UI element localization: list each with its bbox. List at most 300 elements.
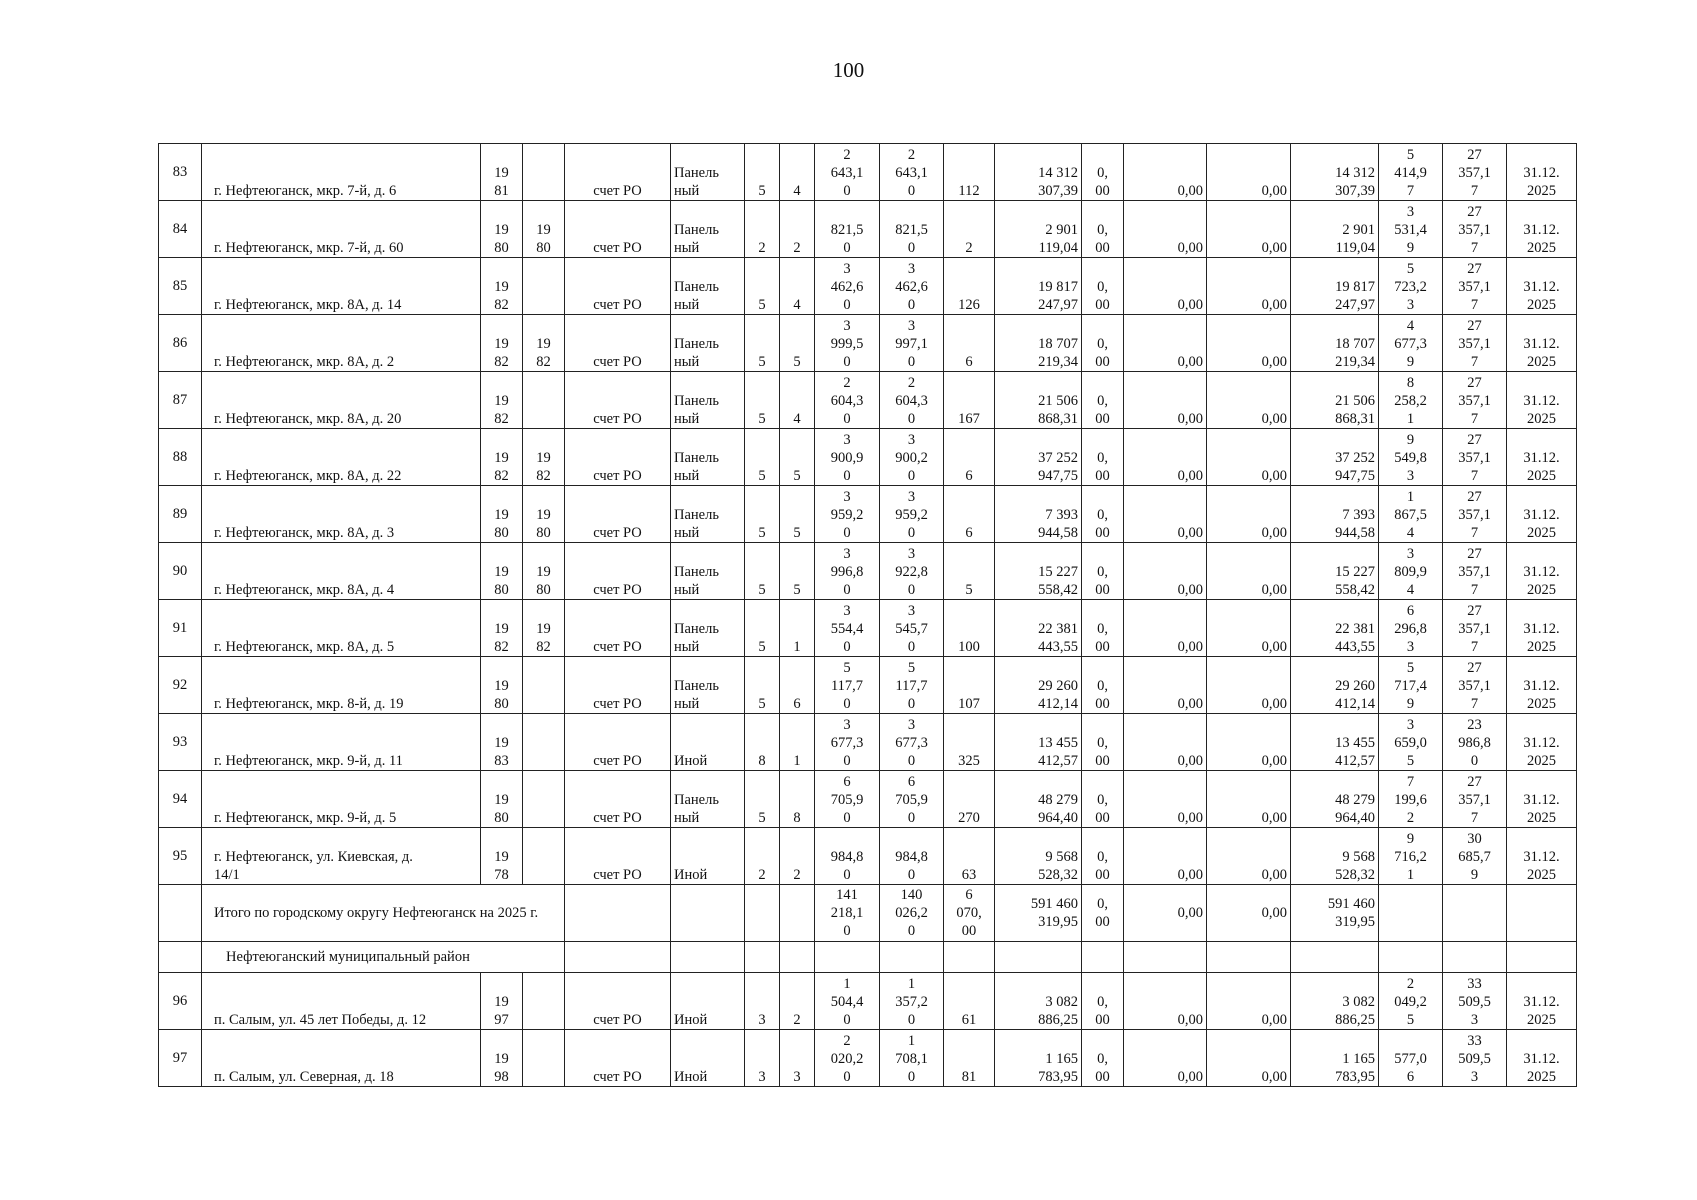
row-number-cell: 84 bbox=[159, 201, 202, 258]
wall-material-cell: Панель ный bbox=[671, 543, 745, 600]
wall-material-cell: Панель ный bbox=[671, 315, 745, 372]
residents-cell: 6 bbox=[944, 486, 995, 543]
row-number-cell: 89 bbox=[159, 486, 202, 543]
fund-1-cell: 0, 00 bbox=[1082, 258, 1124, 315]
residents-cell: 270 bbox=[944, 771, 995, 828]
unit-cost-cell: 3 531,4 9 bbox=[1379, 201, 1443, 258]
table-row bbox=[159, 828, 1577, 885]
wall-material-cell: Иной bbox=[671, 714, 745, 771]
unit-cost-limit-cell: 23 986,8 0 bbox=[1443, 714, 1507, 771]
fund-type-cell: счет РО bbox=[565, 144, 671, 201]
area-total-cell: 2 643,1 0 bbox=[815, 144, 880, 201]
floors-cell: 5 bbox=[745, 315, 780, 372]
address-cell: г. Нефтеюганск, мкр. 9-й, д. 5 bbox=[202, 771, 481, 828]
unit-cost-limit-cell: 33 509,5 3 bbox=[1443, 1030, 1507, 1087]
entrances-cell: 2 bbox=[780, 828, 815, 885]
unit-cost-limit-cell: 27 357,1 7 bbox=[1443, 429, 1507, 486]
section-num-cell bbox=[159, 942, 202, 973]
unit-cost-cell: 4 677,3 9 bbox=[1379, 315, 1443, 372]
cost-total-cell: 7 393 944,58 bbox=[995, 486, 1082, 543]
unit-cost-cell: 1 867,5 4 bbox=[1379, 486, 1443, 543]
table-row bbox=[159, 144, 1577, 201]
entrances-cell: 4 bbox=[780, 144, 815, 201]
fund-4-cell: 2 901 119,04 bbox=[1291, 201, 1379, 258]
year-commissioned-cell bbox=[523, 973, 565, 1030]
address-cell: г. Нефтеюганск, мкр. 8А, д. 22 bbox=[202, 429, 481, 486]
cost-total-cell: 21 506 868,31 bbox=[995, 372, 1082, 429]
fund-type-cell: счет РО bbox=[565, 600, 671, 657]
residents-cell: 100 bbox=[944, 600, 995, 657]
fund-1-cell: 0, 00 bbox=[1082, 600, 1124, 657]
fund-1-cell: 0, 00 bbox=[1082, 973, 1124, 1030]
floors-cell: 5 bbox=[745, 372, 780, 429]
area-living-cell: 3 900,2 0 bbox=[880, 429, 944, 486]
fund-type-cell: счет РО bbox=[565, 828, 671, 885]
section-cell bbox=[944, 942, 995, 973]
entrances-cell: 6 bbox=[780, 657, 815, 714]
wall-material-cell: Панель ный bbox=[671, 201, 745, 258]
section-cell bbox=[880, 942, 944, 973]
year-built-cell: 19 82 bbox=[481, 258, 523, 315]
row-number-cell: 86 bbox=[159, 315, 202, 372]
wall-material-cell: Панель ный bbox=[671, 486, 745, 543]
fund-4-cell: 48 279 964,40 bbox=[1291, 771, 1379, 828]
year-built-cell: 19 83 bbox=[481, 714, 523, 771]
total-cost: 591 460 319,95 bbox=[995, 885, 1082, 942]
fund-1-cell: 0, 00 bbox=[1082, 429, 1124, 486]
fund-3-cell: 0,00 bbox=[1207, 201, 1291, 258]
unit-cost-limit-cell: 27 357,1 7 bbox=[1443, 600, 1507, 657]
area-total-cell: 821,5 0 bbox=[815, 201, 880, 258]
address-cell: г. Нефтеюганск, мкр. 8А, д. 4 bbox=[202, 543, 481, 600]
residents-cell: 167 bbox=[944, 372, 995, 429]
fund-2-cell: 0,00 bbox=[1124, 657, 1207, 714]
total-cell bbox=[745, 885, 780, 942]
entrances-cell: 4 bbox=[780, 258, 815, 315]
area-living-cell: 1 357,2 0 bbox=[880, 973, 944, 1030]
residents-cell: 6 bbox=[944, 429, 995, 486]
year-commissioned-cell bbox=[523, 771, 565, 828]
row-number-cell: 83 bbox=[159, 144, 202, 201]
table-row bbox=[159, 315, 1577, 372]
table-row bbox=[159, 543, 1577, 600]
fund-3-cell: 0,00 bbox=[1207, 315, 1291, 372]
year-commissioned-cell bbox=[523, 828, 565, 885]
wall-material-cell: Панель ный bbox=[671, 372, 745, 429]
section-cell bbox=[565, 942, 671, 973]
planned-date-cell: 31.12. 2025 bbox=[1507, 429, 1577, 486]
row-number-cell: 92 bbox=[159, 657, 202, 714]
planned-date-cell: 31.12. 2025 bbox=[1507, 372, 1577, 429]
area-total-cell: 2 020,2 0 bbox=[815, 1030, 880, 1087]
total-cell bbox=[1379, 885, 1443, 942]
planned-date-cell: 31.12. 2025 bbox=[1507, 543, 1577, 600]
fund-2-cell: 0,00 bbox=[1124, 973, 1207, 1030]
row-number-cell: 85 bbox=[159, 258, 202, 315]
year-built-cell: 19 80 bbox=[481, 771, 523, 828]
floors-cell: 5 bbox=[745, 144, 780, 201]
cost-total-cell: 2 901 119,04 bbox=[995, 201, 1082, 258]
total-fund-3: 0,00 bbox=[1207, 885, 1291, 942]
residents-cell: 2 bbox=[944, 201, 995, 258]
wall-material-cell: Иной bbox=[671, 973, 745, 1030]
wall-material-cell: Панель ный bbox=[671, 258, 745, 315]
address-cell: г. Нефтеюганск, ул. Киевская, д. 14/1 bbox=[202, 828, 481, 885]
fund-1-cell: 0, 00 bbox=[1082, 144, 1124, 201]
fund-4-cell: 19 817 247,97 bbox=[1291, 258, 1379, 315]
cost-total-cell: 48 279 964,40 bbox=[995, 771, 1082, 828]
area-total-cell: 3 996,8 0 bbox=[815, 543, 880, 600]
fund-4-cell: 1 165 783,95 bbox=[1291, 1030, 1379, 1087]
unit-cost-limit-cell: 27 357,1 7 bbox=[1443, 144, 1507, 201]
fund-4-cell: 21 506 868,31 bbox=[1291, 372, 1379, 429]
entrances-cell: 5 bbox=[780, 429, 815, 486]
table-row bbox=[159, 771, 1577, 828]
fund-2-cell: 0,00 bbox=[1124, 543, 1207, 600]
residents-cell: 61 bbox=[944, 973, 995, 1030]
wall-material-cell: Панель ный bbox=[671, 771, 745, 828]
table-row bbox=[159, 372, 1577, 429]
fund-2-cell: 0,00 bbox=[1124, 315, 1207, 372]
table-row bbox=[159, 1030, 1577, 1087]
section-cell bbox=[1207, 942, 1291, 973]
residents-cell: 6 bbox=[944, 315, 995, 372]
year-built-cell: 19 81 bbox=[481, 144, 523, 201]
entrances-cell: 5 bbox=[780, 543, 815, 600]
year-commissioned-cell: 19 80 bbox=[523, 201, 565, 258]
area-living-cell: 2 643,1 0 bbox=[880, 144, 944, 201]
fund-2-cell: 0,00 bbox=[1124, 1030, 1207, 1087]
address-cell: г. Нефтеюганск, мкр. 8А, д. 20 bbox=[202, 372, 481, 429]
area-living-cell: 3 997,1 0 bbox=[880, 315, 944, 372]
area-total-cell: 3 462,6 0 bbox=[815, 258, 880, 315]
fund-3-cell: 0,00 bbox=[1207, 771, 1291, 828]
entrances-cell: 3 bbox=[780, 1030, 815, 1087]
area-living-cell: 3 922,8 0 bbox=[880, 543, 944, 600]
address-cell: г. Нефтеюганск, мкр. 8А, д. 3 bbox=[202, 486, 481, 543]
fund-4-cell: 29 260 412,14 bbox=[1291, 657, 1379, 714]
section-cell bbox=[1124, 942, 1207, 973]
cost-total-cell: 29 260 412,14 bbox=[995, 657, 1082, 714]
section-cell bbox=[671, 942, 745, 973]
planned-date-cell: 31.12. 2025 bbox=[1507, 201, 1577, 258]
fund-4-cell: 7 393 944,58 bbox=[1291, 486, 1379, 543]
table-row bbox=[159, 600, 1577, 657]
planned-date-cell: 31.12. 2025 bbox=[1507, 828, 1577, 885]
fund-type-cell: счет РО bbox=[565, 486, 671, 543]
residents-cell: 81 bbox=[944, 1030, 995, 1087]
row-number-cell: 93 bbox=[159, 714, 202, 771]
planned-date-cell: 31.12. 2025 bbox=[1507, 771, 1577, 828]
year-built-cell: 19 82 bbox=[481, 429, 523, 486]
area-total-cell: 3 959,2 0 bbox=[815, 486, 880, 543]
table-body-district bbox=[159, 973, 1577, 1087]
total-fund-2: 0,00 bbox=[1124, 885, 1207, 942]
address-cell: г. Нефтеюганск, мкр. 7-й, д. 6 bbox=[202, 144, 481, 201]
fund-3-cell: 0,00 bbox=[1207, 429, 1291, 486]
entrances-cell: 2 bbox=[780, 973, 815, 1030]
fund-3-cell: 0,00 bbox=[1207, 486, 1291, 543]
fund-4-cell: 37 252 947,75 bbox=[1291, 429, 1379, 486]
unit-cost-limit-cell: 33 509,5 3 bbox=[1443, 973, 1507, 1030]
area-living-cell: 3 545,7 0 bbox=[880, 600, 944, 657]
address-cell: п. Салым, ул. Северная, д. 18 bbox=[202, 1030, 481, 1087]
row-number-cell: 90 bbox=[159, 543, 202, 600]
unit-cost-cell: 5 414,9 7 bbox=[1379, 144, 1443, 201]
fund-type-cell: счет РО bbox=[565, 372, 671, 429]
planned-date-cell: 31.12. 2025 bbox=[1507, 1030, 1577, 1087]
floors-cell: 2 bbox=[745, 201, 780, 258]
wall-material-cell: Панель ный bbox=[671, 429, 745, 486]
area-living-cell: 3 677,3 0 bbox=[880, 714, 944, 771]
area-total-cell: 3 677,3 0 bbox=[815, 714, 880, 771]
fund-1-cell: 0, 00 bbox=[1082, 372, 1124, 429]
fund-4-cell: 18 707 219,34 bbox=[1291, 315, 1379, 372]
cost-total-cell: 13 455 412,57 bbox=[995, 714, 1082, 771]
row-number-cell: 97 bbox=[159, 1030, 202, 1087]
year-commissioned-cell bbox=[523, 372, 565, 429]
wall-material-cell: Панель ный bbox=[671, 657, 745, 714]
area-total-cell: 3 900,9 0 bbox=[815, 429, 880, 486]
fund-4-cell: 15 227 558,42 bbox=[1291, 543, 1379, 600]
area-total-cell: 3 999,5 0 bbox=[815, 315, 880, 372]
row-number-cell: 95 bbox=[159, 828, 202, 885]
fund-3-cell: 0,00 bbox=[1207, 600, 1291, 657]
total-cell bbox=[780, 885, 815, 942]
table-row bbox=[159, 201, 1577, 258]
floors-cell: 5 bbox=[745, 258, 780, 315]
register-table bbox=[158, 143, 1577, 1087]
fund-1-cell: 0, 00 bbox=[1082, 714, 1124, 771]
area-living-cell: 3 959,2 0 bbox=[880, 486, 944, 543]
year-commissioned-cell bbox=[523, 1030, 565, 1087]
table-body-city bbox=[159, 144, 1577, 885]
area-total-cell: 3 554,4 0 bbox=[815, 600, 880, 657]
section-cell bbox=[1082, 942, 1124, 973]
address-cell: г. Нефтеюганск, мкр. 9-й, д. 11 bbox=[202, 714, 481, 771]
fund-3-cell: 0,00 bbox=[1207, 258, 1291, 315]
fund-3-cell: 0,00 bbox=[1207, 714, 1291, 771]
page-number: 100 bbox=[832, 58, 865, 82]
entrances-cell: 1 bbox=[780, 714, 815, 771]
floors-cell: 5 bbox=[745, 600, 780, 657]
fund-3-cell: 0,00 bbox=[1207, 543, 1291, 600]
row-number-cell: 94 bbox=[159, 771, 202, 828]
area-total-cell: 1 504,4 0 bbox=[815, 973, 880, 1030]
table-row bbox=[159, 486, 1577, 543]
cost-total-cell: 14 312 307,39 bbox=[995, 144, 1082, 201]
fund-3-cell: 0,00 bbox=[1207, 1030, 1291, 1087]
row-number-cell: 91 bbox=[159, 600, 202, 657]
fund-3-cell: 0,00 bbox=[1207, 372, 1291, 429]
total-area-living: 140 026,2 0 bbox=[880, 885, 944, 942]
area-total-cell: 984,8 0 bbox=[815, 828, 880, 885]
unit-cost-cell: 577,0 6 bbox=[1379, 1030, 1443, 1087]
cost-total-cell: 15 227 558,42 bbox=[995, 543, 1082, 600]
section-title: Нефтеюганский муниципальный район bbox=[202, 942, 565, 973]
year-commissioned-cell: 19 80 bbox=[523, 486, 565, 543]
planned-date-cell: 31.12. 2025 bbox=[1507, 144, 1577, 201]
address-cell: г. Нефтеюганск, мкр. 8-й, д. 19 bbox=[202, 657, 481, 714]
area-total-cell: 5 117,7 0 bbox=[815, 657, 880, 714]
fund-type-cell: счет РО bbox=[565, 315, 671, 372]
table-row bbox=[159, 657, 1577, 714]
unit-cost-cell: 9 716,2 1 bbox=[1379, 828, 1443, 885]
year-built-cell: 19 98 bbox=[481, 1030, 523, 1087]
unit-cost-cell: 3 809,9 4 bbox=[1379, 543, 1443, 600]
address-cell: г. Нефтеюганск, мкр. 7-й, д. 60 bbox=[202, 201, 481, 258]
cost-total-cell: 19 817 247,97 bbox=[995, 258, 1082, 315]
year-commissioned-cell: 19 82 bbox=[523, 600, 565, 657]
fund-type-cell: счет РО bbox=[565, 201, 671, 258]
address-cell: г. Нефтеюганск, мкр. 8А, д. 14 bbox=[202, 258, 481, 315]
total-num-cell bbox=[159, 885, 202, 942]
fund-4-cell: 13 455 412,57 bbox=[1291, 714, 1379, 771]
wall-material-cell: Панель ный bbox=[671, 600, 745, 657]
area-living-cell: 2 604,3 0 bbox=[880, 372, 944, 429]
fund-1-cell: 0, 00 bbox=[1082, 201, 1124, 258]
fund-4-cell: 14 312 307,39 bbox=[1291, 144, 1379, 201]
unit-cost-cell: 8 258,2 1 bbox=[1379, 372, 1443, 429]
unit-cost-cell: 5 723,2 3 bbox=[1379, 258, 1443, 315]
section-row bbox=[159, 942, 1577, 973]
section-cell bbox=[1507, 942, 1577, 973]
fund-2-cell: 0,00 bbox=[1124, 600, 1207, 657]
year-commissioned-cell bbox=[523, 258, 565, 315]
planned-date-cell: 31.12. 2025 bbox=[1507, 315, 1577, 372]
section-cell bbox=[1379, 942, 1443, 973]
area-living-cell: 1 708,1 0 bbox=[880, 1030, 944, 1087]
unit-cost-limit-cell: 27 357,1 7 bbox=[1443, 201, 1507, 258]
fund-2-cell: 0,00 bbox=[1124, 201, 1207, 258]
year-commissioned-cell: 19 82 bbox=[523, 315, 565, 372]
unit-cost-cell: 3 659,0 5 bbox=[1379, 714, 1443, 771]
unit-cost-limit-cell: 27 357,1 7 bbox=[1443, 543, 1507, 600]
total-cell bbox=[671, 885, 745, 942]
section-cell bbox=[1443, 942, 1507, 973]
year-built-cell: 19 82 bbox=[481, 315, 523, 372]
unit-cost-limit-cell: 27 357,1 7 bbox=[1443, 771, 1507, 828]
unit-cost-limit-cell: 27 357,1 7 bbox=[1443, 486, 1507, 543]
fund-type-cell: счет РО bbox=[565, 429, 671, 486]
cost-total-cell: 1 165 783,95 bbox=[995, 1030, 1082, 1087]
fund-1-cell: 0, 00 bbox=[1082, 1030, 1124, 1087]
fund-2-cell: 0,00 bbox=[1124, 771, 1207, 828]
wall-material-cell: Иной bbox=[671, 828, 745, 885]
cost-total-cell: 22 381 443,55 bbox=[995, 600, 1082, 657]
address-cell: п. Салым, ул. 45 лет Победы, д. 12 bbox=[202, 973, 481, 1030]
residents-cell: 325 bbox=[944, 714, 995, 771]
unit-cost-cell: 5 717,4 9 bbox=[1379, 657, 1443, 714]
wall-material-cell: Панель ный bbox=[671, 144, 745, 201]
total-fund-4: 591 460 319,95 bbox=[1291, 885, 1379, 942]
fund-2-cell: 0,00 bbox=[1124, 714, 1207, 771]
area-total-cell: 2 604,3 0 bbox=[815, 372, 880, 429]
fund-2-cell: 0,00 bbox=[1124, 144, 1207, 201]
table-row bbox=[159, 714, 1577, 771]
residents-cell: 107 bbox=[944, 657, 995, 714]
floors-cell: 5 bbox=[745, 657, 780, 714]
area-living-cell: 3 462,6 0 bbox=[880, 258, 944, 315]
total-area-total: 141 218,1 0 bbox=[815, 885, 880, 942]
residents-cell: 5 bbox=[944, 543, 995, 600]
fund-3-cell: 0,00 bbox=[1207, 657, 1291, 714]
area-living-cell: 5 117,7 0 bbox=[880, 657, 944, 714]
total-label: Итого по городскому округу Нефтеюганск на 2025 г. bbox=[202, 885, 565, 942]
total-residents: 6 070, 00 bbox=[944, 885, 995, 942]
planned-date-cell: 31.12. 2025 bbox=[1507, 657, 1577, 714]
fund-4-cell: 3 082 886,25 bbox=[1291, 973, 1379, 1030]
total-cell bbox=[565, 885, 671, 942]
entrances-cell: 2 bbox=[780, 201, 815, 258]
fund-type-cell: счет РО bbox=[565, 771, 671, 828]
residents-cell: 63 bbox=[944, 828, 995, 885]
year-built-cell: 19 80 bbox=[481, 201, 523, 258]
fund-1-cell: 0, 00 bbox=[1082, 486, 1124, 543]
wall-material-cell: Иной bbox=[671, 1030, 745, 1087]
residents-cell: 126 bbox=[944, 258, 995, 315]
fund-2-cell: 0,00 bbox=[1124, 429, 1207, 486]
row-number-cell: 87 bbox=[159, 372, 202, 429]
floors-cell: 2 bbox=[745, 828, 780, 885]
planned-date-cell: 31.12. 2025 bbox=[1507, 600, 1577, 657]
fund-2-cell: 0,00 bbox=[1124, 486, 1207, 543]
cost-total-cell: 37 252 947,75 bbox=[995, 429, 1082, 486]
unit-cost-cell: 9 549,8 3 bbox=[1379, 429, 1443, 486]
section-cell bbox=[995, 942, 1082, 973]
fund-1-cell: 0, 00 bbox=[1082, 315, 1124, 372]
entrances-cell: 5 bbox=[780, 315, 815, 372]
residents-cell: 112 bbox=[944, 144, 995, 201]
year-commissioned-cell: 19 80 bbox=[523, 543, 565, 600]
year-built-cell: 19 80 bbox=[481, 657, 523, 714]
year-built-cell: 19 82 bbox=[481, 372, 523, 429]
year-commissioned-cell bbox=[523, 657, 565, 714]
unit-cost-cell: 2 049,2 5 bbox=[1379, 973, 1443, 1030]
fund-type-cell: счет РО bbox=[565, 1030, 671, 1087]
fund-2-cell: 0,00 bbox=[1124, 372, 1207, 429]
address-cell: г. Нефтеюганск, мкр. 8А, д. 2 bbox=[202, 315, 481, 372]
entrances-cell: 5 bbox=[780, 486, 815, 543]
area-living-cell: 821,5 0 bbox=[880, 201, 944, 258]
unit-cost-limit-cell: 27 357,1 7 bbox=[1443, 258, 1507, 315]
planned-date-cell: 31.12. 2025 bbox=[1507, 486, 1577, 543]
table-row bbox=[159, 258, 1577, 315]
fund-1-cell: 0, 00 bbox=[1082, 657, 1124, 714]
total-row bbox=[159, 885, 1577, 942]
unit-cost-cell: 6 296,8 3 bbox=[1379, 600, 1443, 657]
floors-cell: 3 bbox=[745, 973, 780, 1030]
planned-date-cell: 31.12. 2025 bbox=[1507, 973, 1577, 1030]
fund-3-cell: 0,00 bbox=[1207, 828, 1291, 885]
floors-cell: 5 bbox=[745, 771, 780, 828]
year-built-cell: 19 97 bbox=[481, 973, 523, 1030]
planned-date-cell: 31.12. 2025 bbox=[1507, 258, 1577, 315]
cost-total-cell: 18 707 219,34 bbox=[995, 315, 1082, 372]
entrances-cell: 1 bbox=[780, 600, 815, 657]
floors-cell: 8 bbox=[745, 714, 780, 771]
table-row bbox=[159, 429, 1577, 486]
fund-type-cell: счет РО bbox=[565, 657, 671, 714]
year-built-cell: 19 82 bbox=[481, 600, 523, 657]
cost-total-cell: 3 082 886,25 bbox=[995, 973, 1082, 1030]
unit-cost-limit-cell: 30 685,7 9 bbox=[1443, 828, 1507, 885]
table-row bbox=[159, 973, 1577, 1030]
fund-4-cell: 9 568 528,32 bbox=[1291, 828, 1379, 885]
cost-total-cell: 9 568 528,32 bbox=[995, 828, 1082, 885]
year-built-cell: 19 78 bbox=[481, 828, 523, 885]
fund-type-cell: счет РО bbox=[565, 543, 671, 600]
